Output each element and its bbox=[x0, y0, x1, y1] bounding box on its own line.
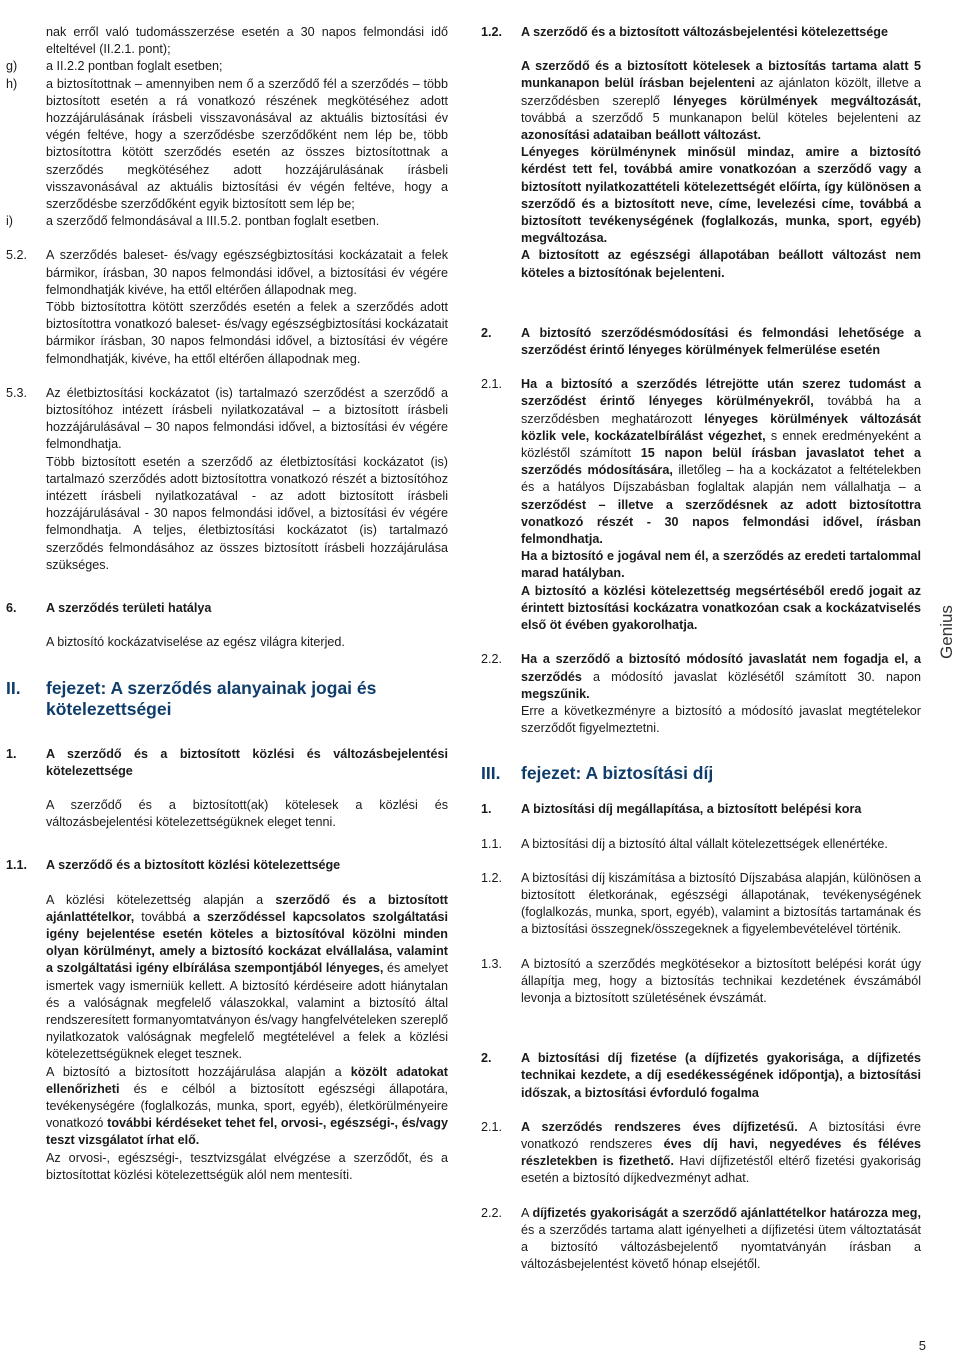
text-run-bold: 15 napon belül írásban javaslatot tehet a szerződés módosítására, bbox=[521, 446, 921, 478]
section-d1-2 bbox=[481, 870, 921, 939]
section-5-2 bbox=[6, 247, 448, 367]
text-run: illetőleg – ha a kockázatot a feltételekben és a hatályos Díjszabásban foglaltak alapján nem vállalhatja – a bbox=[521, 463, 921, 495]
side-tab-label: Genius bbox=[937, 605, 956, 659]
section-title: A szerződő és a biztosított közlési kötelezettsége bbox=[46, 858, 341, 873]
paragraph: Ha a biztosító e jogával nem él, a szerződés az eredeti tartalommal marad hatályban. bbox=[521, 549, 921, 581]
list-item-i bbox=[6, 213, 448, 230]
section-title: A biztosítási díj megállapítása, a biztosított belépési kora bbox=[521, 802, 862, 817]
list-text: a biztosítottnak – amennyiben nem ő a szerződő fél a szerződés – több biztosított esetén a rá vonatkozó részének megkötéséhez adott hozzájárulásának írásbeli visszavonásával az aktuális biztosítási év végén feltéve, hogy a szerződésbe szerződőként nem lép be, több biztosítottra kötött szerződés esetén az összes biztosítottnak a szerződés megkötéséhez adott hozzájárulásának írásbeli visszavonásával az aktuális biztosítási év végén feltéve, hogy a szerződésbe szerződőként egyik biztosított sem lép be; bbox=[46, 76, 448, 212]
chapter-number: II. bbox=[6, 677, 21, 698]
text-run: az ajánlaton közölt, illetve a szerződésben szereplő bbox=[521, 76, 921, 108]
paragraph bbox=[46, 1064, 448, 1150]
chapter-iii-heading bbox=[481, 763, 921, 784]
text-run-bold: lényeges körülmények változását közlik vele, kockázatelbírálást végezhet, bbox=[521, 411, 921, 443]
text-run: A biztosító a biztosított hozzájárulása alapján a bbox=[46, 1064, 351, 1079]
paragraph: A biztosító a szerződés megkötésekor a biztosított belépési korát úgy állapítja meg, hogy a biztosítás technikai kezdetének évszámából levonja a biztosított születésének évszámát. bbox=[521, 956, 921, 1005]
section-number: 6. bbox=[6, 601, 17, 616]
section-1-heading bbox=[6, 746, 448, 780]
paragraph: Az életbiztosítási kockázatot (is) tartalmazó szerződést a szerződő a biztosítóhoz intézett írásbeli nyilatkozatával – a biztosított írásbeli hozzájárulásával – 30 napos felmondási idővel, a biztosítási év végére felmondhatja. bbox=[46, 385, 448, 452]
text-run: és e célból a biztosított egészségi állapotára, tevékenységére (foglalkozás, munka, sport, egyéb), életkörülményeire vonatkozó bbox=[46, 1081, 448, 1131]
side-tab bbox=[934, 592, 960, 672]
section-number: 1.1. bbox=[6, 858, 28, 873]
text-run-bold: szerződő és a biztosított ajánlattételkor, bbox=[46, 892, 448, 924]
section-number: 1.2. bbox=[481, 870, 503, 885]
text-run-bold: Ha a biztosító a szerződés létrejötte után szerez tudomást a szerződést érintő lényeges körülményekről, bbox=[521, 377, 921, 409]
section-title: A szerződő és a biztosított változásbejelentési kötelezettsége bbox=[521, 25, 888, 39]
text-run-bold: A szerződő és a biztosított kötelesek a biztosítás tartama alatt 5 munkanapon belül írásban bejelenteni bbox=[521, 59, 921, 91]
paragraph: Lényeges körülménynek minősül mindaz, amire a biztosító kérdést tett fel, továbbá amire vonatkozóan a szerződő vagy a biztosított nyilatkozattételi kötelezettségét előírta, így különösen a szerződő és a biztosított neve, címe, levelezési címe, továbbá a biztosított tevékenységének (foglalkozás, munka, sport, egyéb) megváltozása. bbox=[521, 145, 921, 246]
section-d1-3 bbox=[481, 956, 921, 1008]
paragraph: A biztosítási díj a biztosító által vállalt kötelezettségek ellenértéke. bbox=[521, 836, 888, 851]
paragraph: A biztosítási díj kiszámítása a biztosító Díjszabása alapján, különösen a biztosított életkorának, egészségi állapotának, tevékenységének (foglalkozás, munka, sport, egyéb), valamint a biztosítás tartamának és a biztosítási összegnek/összegeknek a figyelembevételével történik. bbox=[521, 870, 921, 937]
section-1-2-heading bbox=[481, 24, 921, 41]
section-number: 2. bbox=[481, 1051, 492, 1066]
section-title: A biztosítási díj fizetése (a díjfizetés gyakorisága, a díjfizetés technikai kezdete, a díj esedékességének időpontja), a biztosítási időszak, a biztosítási évforduló fogalma bbox=[521, 1051, 921, 1100]
text-run-bold: közölt adatokat ellenőrizheti bbox=[46, 1064, 448, 1096]
section-d1-1 bbox=[481, 836, 921, 853]
chapter-ii-heading bbox=[6, 678, 448, 720]
section-number: 1. bbox=[481, 802, 492, 817]
section-number: 1.1. bbox=[481, 836, 503, 851]
paragraph bbox=[521, 1119, 921, 1188]
section-number: 5.3. bbox=[6, 385, 28, 400]
paragraph: A biztosított az egészségi állapotában beállott változást nem köteles a biztosítónak bejelenteni. bbox=[521, 248, 921, 280]
paragraph: Erre a következményre a biztosító a módosító javaslat megtételekor szerződőt figyelmeztetni. bbox=[521, 703, 921, 736]
text-run-bold: további kérdéseket tehet fel, orvosi-, egészségi-, és/vagy teszt vizsgálatot írhat elő. bbox=[46, 1116, 448, 1148]
section-title: A biztosító szerződésmódosítási és felmondási lehetősége a szerződést érintő lényeges körülmények felmerülése esetén bbox=[521, 325, 921, 358]
text-run-bold: szerződést – illetve a szerződésnek az adott biztosítottra vonatkozó részét - 30 napos felmondási idővel, írásban felmondhatja. bbox=[521, 497, 921, 547]
section-1-body bbox=[6, 797, 448, 831]
section-number: 5.2. bbox=[6, 248, 28, 263]
paragraph bbox=[46, 892, 448, 1064]
text-run: továbbá a szerződő 5 munkanapon belül köteles bejelenteni az bbox=[521, 110, 921, 125]
text-run-bold: azonosítási adataiban beállott változást. bbox=[521, 128, 762, 143]
text-run-bold: Ha a szerződő a biztosító módosító javaslatát nem fogadja el, a szerződés bbox=[521, 652, 921, 684]
text-run-bold: díjfizetés gyakoriságát a szerződő ajánlattételkor határozza meg, bbox=[532, 1205, 921, 1220]
paragraph: nak erről való tudomásszerzése esetén a 30 napos felmondási idő elteltével (II.2.1. pont); bbox=[46, 25, 448, 57]
paragraph: Az orvosi-, egészségi-, tesztvizsgálat elvégzése a szerződőt, és a biztosítottat közlési kötelezettségük alól nem mentesíti. bbox=[46, 1150, 448, 1182]
section-2-heading bbox=[481, 325, 921, 359]
paragraph bbox=[521, 376, 921, 548]
section-2-2 bbox=[481, 651, 921, 737]
paragraph: Több biztosítottra kötött szerződés esetén a felek a szerződés adott biztosítottra vonatkozó baleset- és/vagy egészségbiztosítási kockázatait bármikor írásban, 30 napos felmondási idővel, a biztosítási év végére felmondhatják, kivéve, ha ettől eltérően állapodnak meg. bbox=[46, 300, 448, 366]
section-number: 1. bbox=[6, 746, 17, 761]
list-letter: h) bbox=[6, 76, 18, 91]
chapter-number: III. bbox=[481, 763, 501, 784]
section-number: 2.2. bbox=[481, 652, 503, 667]
paragraph: Több biztosított esetén a szerződő az életbiztosítási kockázatot (is) tartalmazó szerződés adott biztosítottra vonatkozó részét a biztosítóhoz intézett írásbeli nyilatkozatával - az adott biztosított írásbeli hozzájárulásával - 30 napos felmondási idővel, a biztosítási év végére felmondhatja. A teljes, életbiztosítási kockázatot (is) tartalmazó szerződés felmondásához az összes biztosított írásbeli hozzájárulása szükséges. bbox=[46, 454, 448, 572]
section-6-heading bbox=[6, 600, 448, 617]
text-run-bold: lényeges körülmények megváltozását, bbox=[673, 93, 921, 108]
section-6-body bbox=[6, 634, 448, 651]
list-item-h bbox=[6, 76, 448, 214]
chapter-title: fejezet: A szerződés alanyainak jogai és kötelezettségei bbox=[46, 677, 377, 719]
section-number: 2.1. bbox=[481, 377, 503, 392]
text-run-bold: a szerződéssel kapcsolatos szolgáltatási igény bejelentése esetén köteles a biztosítóval közölni minden olyan körülményt, amely a biztosító kockázat elvállalása, valamint a szolgáltatási igény elbírálása szempontjából lényeges, bbox=[46, 909, 448, 976]
paragraph bbox=[521, 1205, 921, 1274]
section-d2-heading bbox=[481, 1050, 921, 1102]
paragraph: A szerződő és a biztosított(ak) kötelesek a közlési és változásbejelentési kötelezettségüknek eleget tenni. bbox=[46, 797, 448, 830]
item-f-continued bbox=[6, 24, 448, 58]
text-run: továbbá bbox=[134, 909, 194, 924]
paragraph: A szerződés baleset- és/vagy egészségbiztosítási kockázatait a felek bármikor, írásban, 30 napos felmondási idővel, a biztosítási év végére felmondhatják kivéve, ha ettől eltérően állapodnak meg. bbox=[46, 248, 448, 297]
text-run: továbbá ha a szerződésben meghatározott bbox=[521, 394, 921, 426]
text-run: A közlési kötelezettség alapján a bbox=[46, 892, 276, 907]
paragraph bbox=[521, 651, 921, 703]
text-run: és a szerződés tartama alatt igényelheti a díjfizetési ütem változtatását a biztosító változásbejelentő nyomtatványán írásban a változásbejelentést követő hónap elsejétől. bbox=[521, 1222, 921, 1272]
section-number: 1.2. bbox=[481, 25, 503, 39]
page-number: 5 bbox=[918, 1338, 926, 1353]
text-run-bold: A szerződés rendszeres éves díjfizetésű. bbox=[521, 1119, 798, 1134]
section-number: 2.1. bbox=[481, 1119, 503, 1134]
section-number: 2.2. bbox=[481, 1205, 503, 1220]
list-text: a szerződő felmondásával a III.5.2. pontban foglalt esetben. bbox=[46, 214, 380, 229]
text-run: A biztosítási évre vonatkozó rendszeres bbox=[521, 1119, 921, 1151]
text-run: A bbox=[521, 1205, 533, 1220]
text-run: Havi díjfizetéstől eltérő fizetési gyakoriság esetén a biztosító díjkedvezményt adhat. bbox=[521, 1154, 921, 1186]
section-number: 1.3. bbox=[481, 956, 503, 971]
section-d2-2 bbox=[481, 1205, 921, 1274]
text-run: a módosító javaslat közlésétől számított 30. napon bbox=[581, 669, 921, 684]
section-2-1 bbox=[481, 376, 921, 634]
paragraph: A biztosító kockázatviselése az egész világra kiterjed. bbox=[46, 635, 345, 650]
section-1-2-body bbox=[481, 58, 921, 282]
section-5-3 bbox=[6, 385, 448, 574]
text-run-bold: megszűnik. bbox=[521, 686, 590, 701]
text-run: és amelyet ismertek vagy ismerniük kellett. A biztosító kérdéseire adott hiánytalan és a valóságnak megfelelő válaszokkal, valamint a biztosító által rendszeresített formanyomtatványon és/vagy hangfelvételeken szereplő nyilatkozatok valóságnak megfelelő megtételével a felek a közlési kötelezettségüknek eleget tesznek. bbox=[46, 961, 448, 1062]
section-1-1-body bbox=[6, 892, 448, 1184]
section-d1-heading bbox=[481, 801, 921, 818]
section-1-1-heading bbox=[6, 857, 448, 874]
left-column bbox=[6, 24, 448, 1184]
text-run-bold: éves díj havi, negyedéves és féléves részletekben is fizethető. bbox=[521, 1136, 921, 1169]
right-column bbox=[481, 24, 921, 1273]
list-item-g bbox=[6, 58, 448, 75]
text-run: s ennek eredményeként a közléstől számított bbox=[521, 428, 921, 461]
list-text: a II.2.2 pontban foglalt esetben; bbox=[46, 59, 223, 74]
chapter-title: fejezet: A biztosítási díj bbox=[521, 763, 714, 784]
list-letter: i) bbox=[6, 214, 13, 229]
list-letter: g) bbox=[6, 59, 18, 74]
section-d2-1 bbox=[481, 1119, 921, 1188]
paragraph: A biztosító a közlési kötelezettség megsértéséből eredő jogait az érintett biztosítási kockázatra vonatkozóan csak a kockázatviselés első öt évében gyakorolhatja. bbox=[521, 583, 921, 633]
section-title: A szerződő és a biztosított közlési és változásbejelentési kötelezettsége bbox=[46, 746, 448, 778]
paragraph bbox=[521, 58, 921, 144]
section-title: A szerződés területi hatálya bbox=[46, 601, 212, 616]
section-number: 2. bbox=[481, 325, 492, 340]
